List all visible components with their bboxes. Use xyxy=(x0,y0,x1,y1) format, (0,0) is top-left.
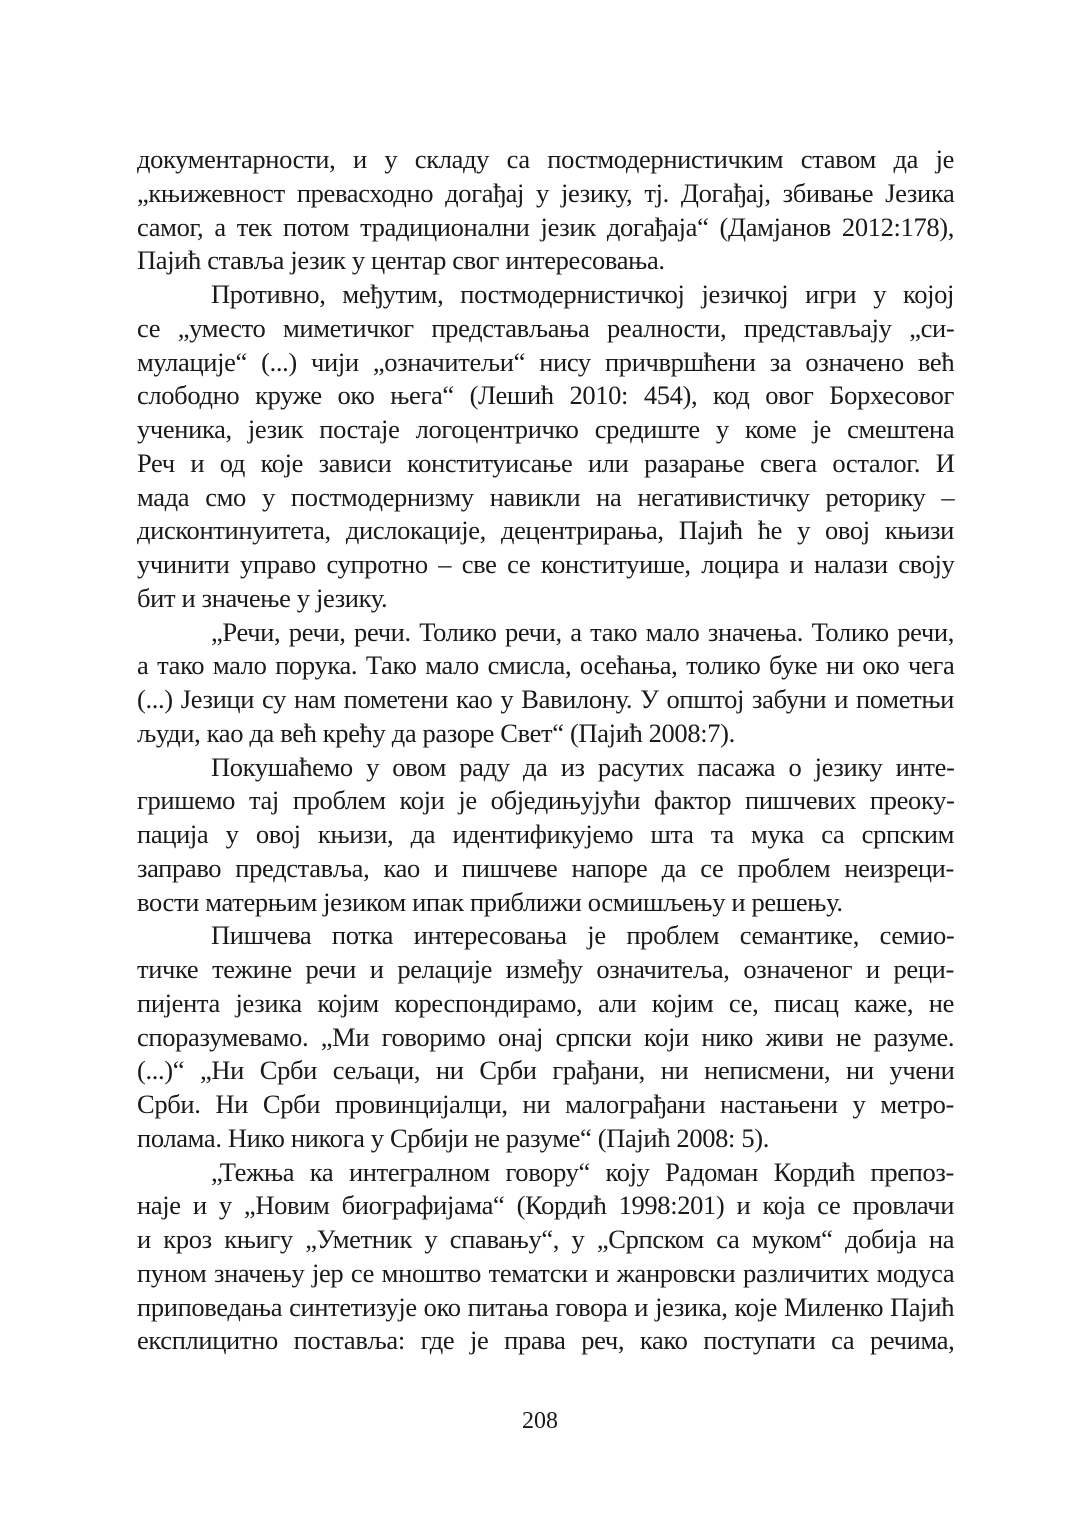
document-body xyxy=(137,143,954,1358)
text-line: заправо представља, као и пишчеве напоре да се проблем неизреци- xyxy=(137,852,954,883)
text-line: људи, као да већ крећу да разоре Свет“ (Пајић 2008:7). xyxy=(137,717,735,748)
text-line: (...) Језици су нам пометени као у Вавилону. У општој забуни и пометњи xyxy=(137,684,954,714)
page-number: 208 xyxy=(522,1408,558,1434)
text-line: Реч и од које зависи конституисање или разарање свега осталог. И xyxy=(137,447,955,478)
text-line: Срби. Ни Срби провинцијалци, ни малограђани настањени у метро- xyxy=(137,1089,954,1119)
text-line: споразумевамо. „Ми говоримо онај српски који нико живи не разуме. xyxy=(137,1021,955,1052)
text-line: гришемо тај проблем који је обједињујући фактор пишчевих преоку- xyxy=(137,785,955,816)
text-line: „Тежња ка интегралном говору“ коју Радоман Кордић препоз- xyxy=(211,1156,954,1187)
text-line: Покушаћемо у овом раду да из расутих пасажа о језику инте- xyxy=(211,751,955,782)
paragraph-6 xyxy=(137,1156,954,1359)
text-line: слободно круже око њега“ (Лешић 2010: 454), код овог Борхесовог xyxy=(137,380,954,411)
text-line: „књижевност превасходно догађај у језику, тј. Догађај, збивање Језика xyxy=(137,177,955,208)
text-line: бит и значење у језику. xyxy=(137,582,388,613)
text-line: и кроз књигу „Уметник у спавању“, у „Српском са муком“ добија на xyxy=(137,1224,955,1254)
text-line: пијента језика којим кореспондирамо, али којим се, писац каже, не xyxy=(137,987,954,1018)
paragraph-1 xyxy=(137,143,954,278)
text-line: (...)“ „Ни Срби сељаци, ни Срби грађани, ни неписмени, ни учени xyxy=(137,1055,955,1086)
paragraph-5 xyxy=(137,919,954,1155)
text-line: пација у овој књизи, да идентификујемо шта та мука са српским xyxy=(137,819,954,849)
text-line: полама. Нико никога у Србији не разуме“ (Пајић 2008: 5). xyxy=(137,1122,769,1153)
text-line: ученика, језик постаје логоцентричко средиште у коме је смештена xyxy=(137,414,955,444)
text-line: вости матерњим језиком ипак приближи осмишљењу и решењу. xyxy=(137,886,843,917)
text-line: дисконтинуитета, дислокације, децентрирања, Пајић ће у овој књизи xyxy=(137,515,954,546)
text-line: а тако мало порука. Тако мало смисла, осећања, толико буке ни око чега xyxy=(137,650,955,681)
text-line: Противно, међутим, постмодернистичкој језичкој игри у којој xyxy=(211,279,955,309)
text-line: приповедања синтетизује око питања говора и језика, које Миленко Пајић xyxy=(137,1291,955,1322)
text-line: мада смо у постмодернизму навикли на негативистичку реторику – xyxy=(137,481,955,512)
text-line: пуном значењу јер се мноштво тематски и жанровски различитих модуса xyxy=(137,1257,955,1288)
text-line: учинити управо супротно – све се конституише, лоцира и налази своју xyxy=(137,549,955,579)
text-line: се „уместо миметичког представљања реалности, представљају „си- xyxy=(137,312,955,343)
text-line: „Речи, речи, речи. Толико речи, а тако мало значења. Толико речи, xyxy=(211,616,954,647)
text-line: Пајић ставља језик у центар свог интересовања. xyxy=(137,245,665,276)
text-line: документарности, и у складу са постмодернистичким ставом да је xyxy=(137,144,954,174)
text-line: мулације“ (...) чији „означитељи“ нису причвршћени за означено већ xyxy=(137,346,955,377)
text-line: експлицитно поставља: где је права реч, како поступати са речима, xyxy=(137,1325,955,1356)
text-line: наје и у „Новим биографијама“ (Кордић 1998:201) и која се провлачи xyxy=(137,1190,955,1221)
paragraph-4 xyxy=(137,751,954,920)
paragraph-2 xyxy=(137,278,954,616)
paragraph-3-quote xyxy=(137,616,954,751)
text-line: тичке тежине речи и релације између означитеља, означеног и реци- xyxy=(137,954,954,984)
text-line: Пишчева потка интересовања је проблем семантике, семио- xyxy=(211,920,955,951)
text-line: самог, а тек потом традиционални језик догађаја“ (Дамјанов 2012:178), xyxy=(137,211,954,242)
